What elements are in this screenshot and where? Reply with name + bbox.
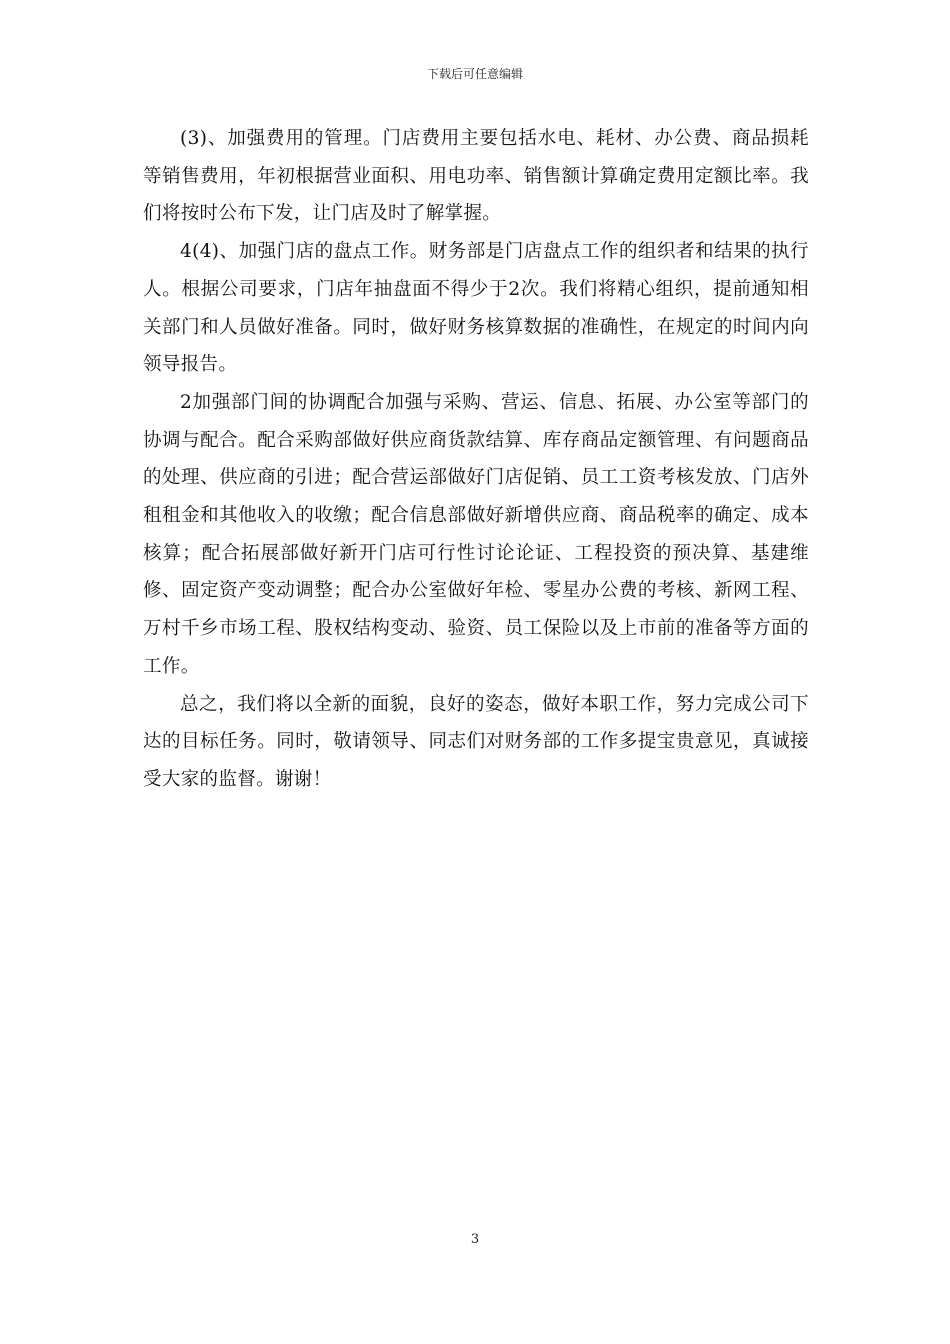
paragraph-conclusion: 总之，我们将以全新的面貌，良好的姿态，做好本职工作，努力完成公司下达的目标任务。同时，敬请领导、同志们对财务部的工作多提宝贵意见，真诚接受大家的监督。谢谢！ — [143, 693, 809, 790]
paragraph-store-inventory: 4(4)、加强门店的盘点工作。财务部是门店盘点工作的组织者和结果的执行人。根据公司要求，门店年抽盘面不得少于2次。我们将精心组织，提前通知相关部门和人员做好准备。同时，做好财务核算数据的准确性，在规定的时间内向领导报告。 — [143, 241, 809, 376]
page-header-note: 下载后可任意编辑 — [426, 67, 523, 81]
paragraph-department-coordination: 2加强部门间的协调配合加强与采购、营运、信息、拓展、办公室等部门的协调与配合。配合采购部做好供应商货款结算、库存商品定额管理、有问题商品的处理、供应商的引进；配合营运部做好门店促销、员工工资考核发放、门店外租租金和其他收入的收缴；配合信息部做好新增供应商、商品税率的确定、成本核算；配合拓展部做好新开门店可行性讨论论证、工程投资的预决算、基建维修、固定资产变动调整；配合办公室做好年检、零星办公费的考核、新网工程、万村千乡市场工程、股权结构变动、验资、员工保险以及上市前的准备等方面的工作。 — [143, 391, 809, 677]
document-body — [143, 120, 809, 799]
paragraph-expense-management: (3)、加强费用的管理。门店费用主要包括水电、耗材、办公费、商品损耗等销售费用，年初根据营业面积、用电功率、销售额计算确定费用定额比率。我们将按时公布下发，让门店及时了解掌握。 — [143, 128, 809, 225]
page-number: 3 — [470, 1232, 480, 1247]
